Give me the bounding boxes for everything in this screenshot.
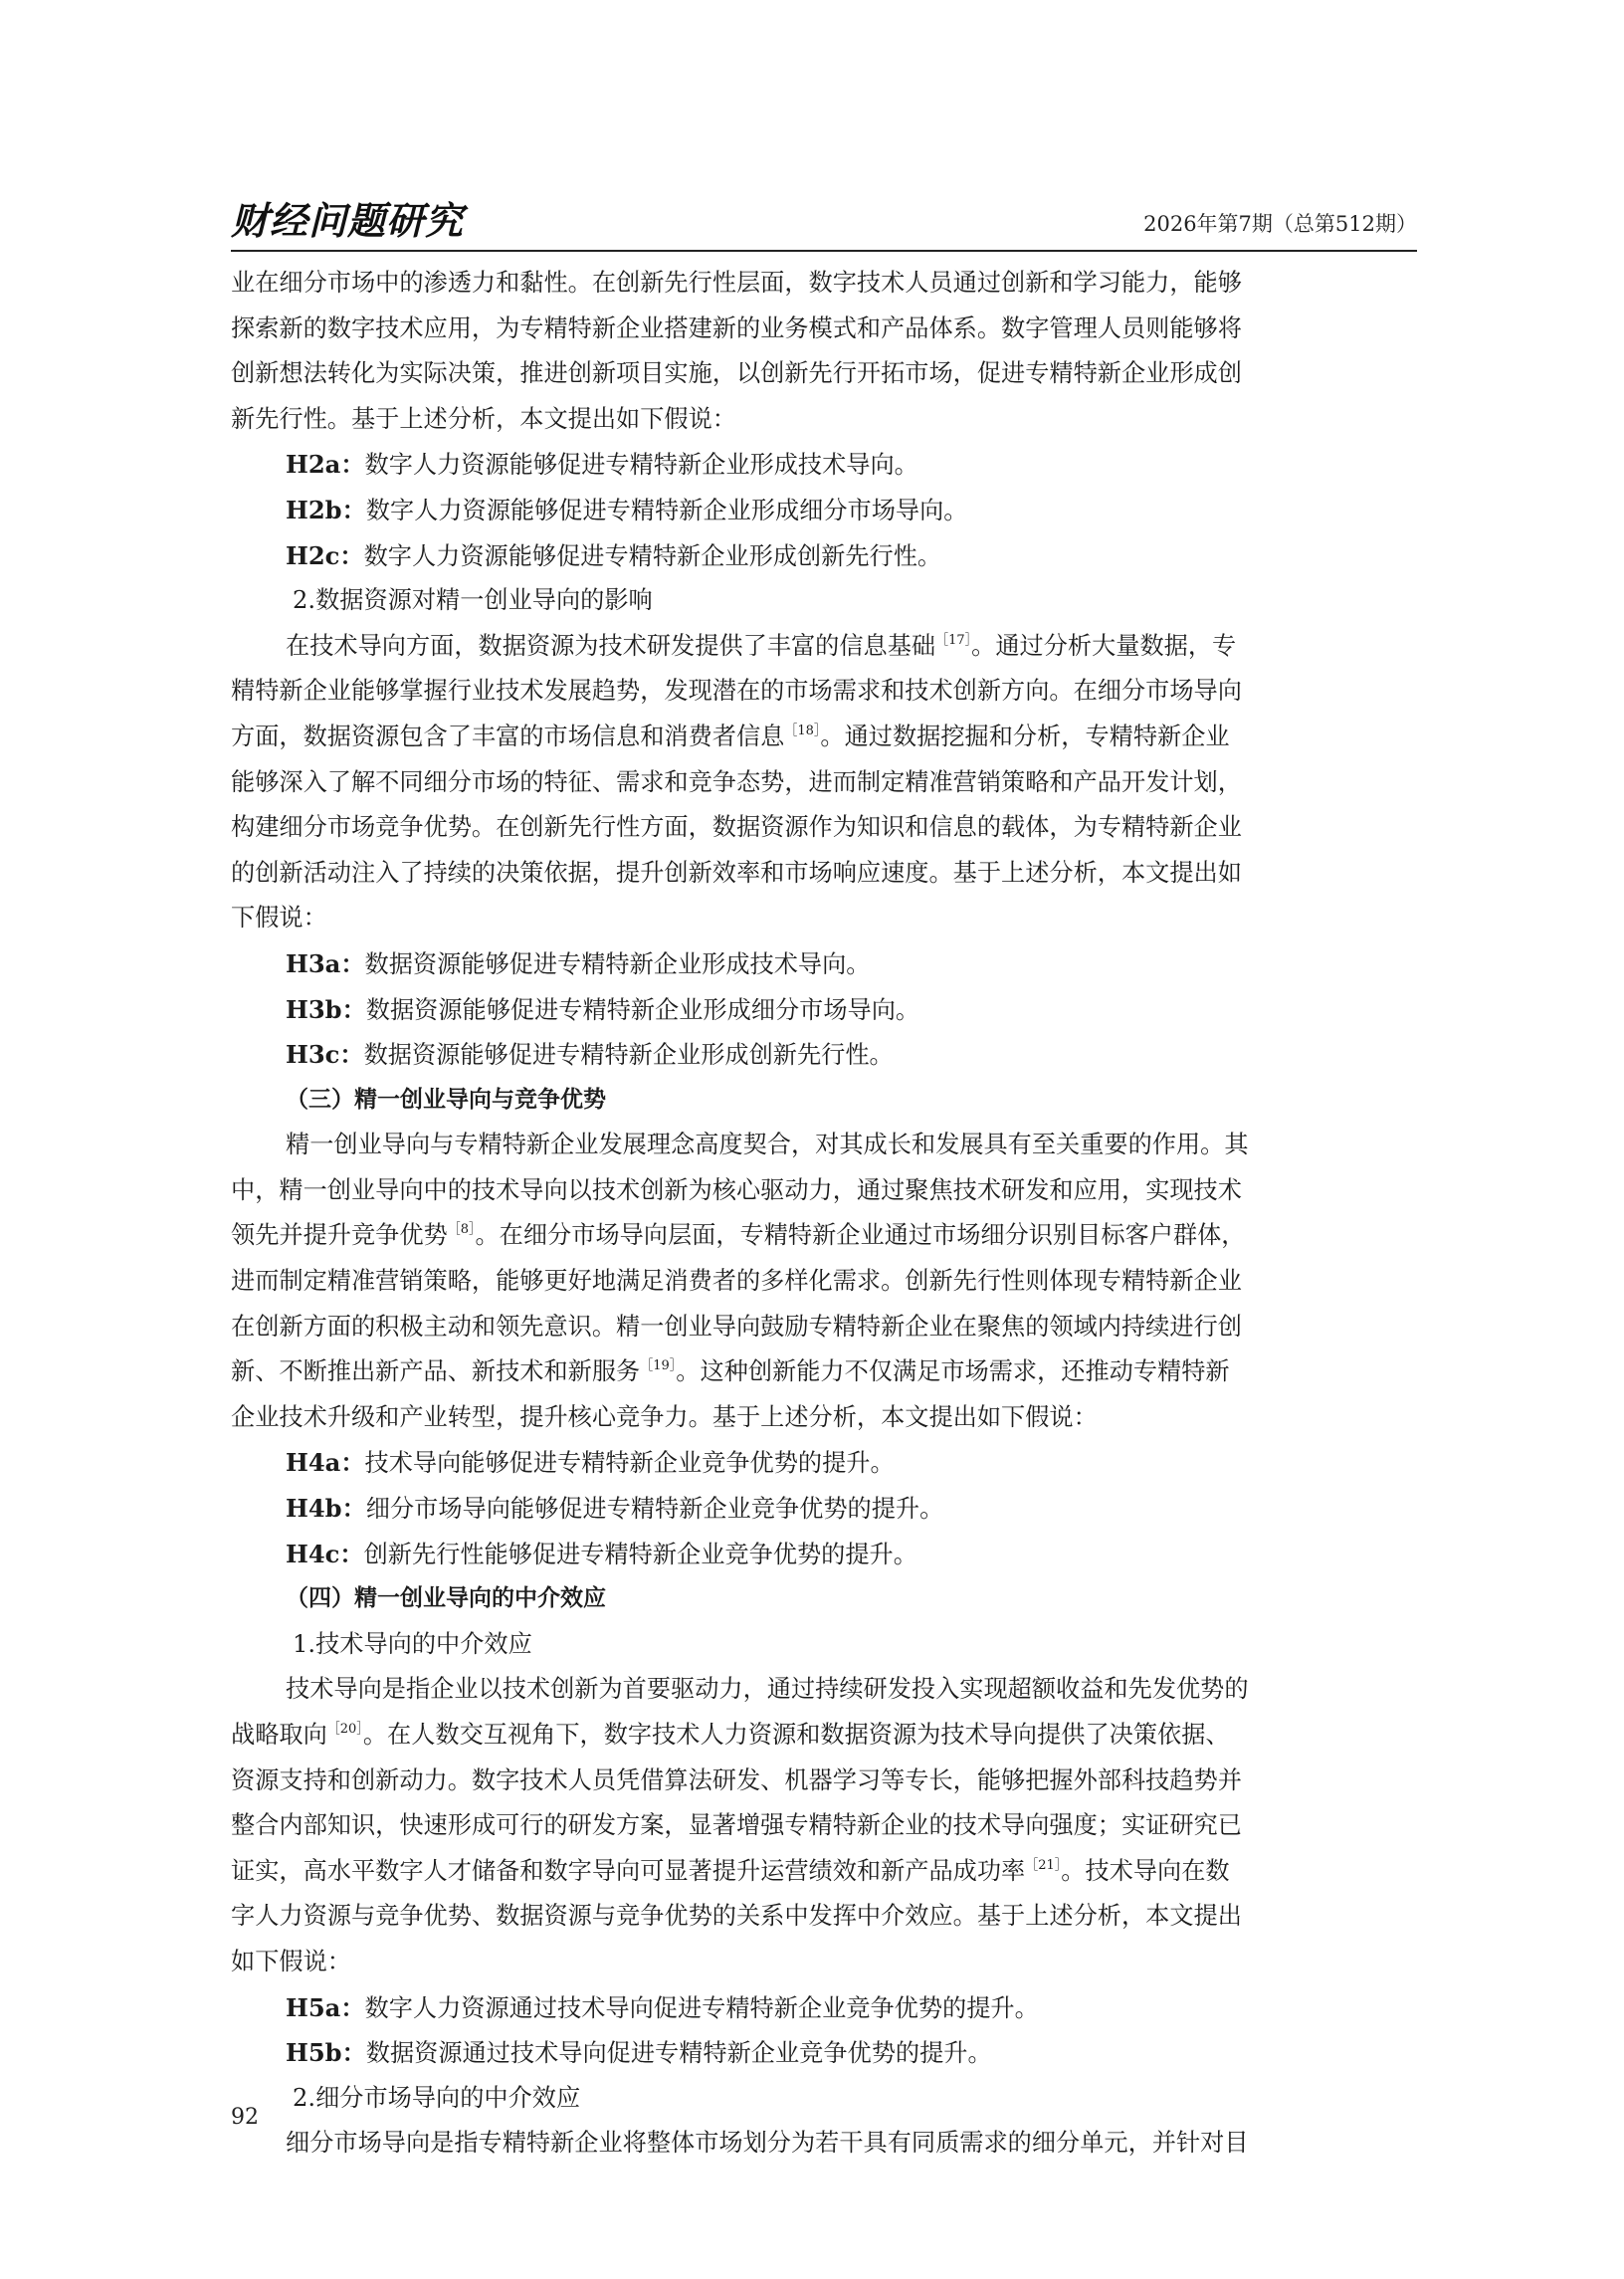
page-number: 92 [231, 2105, 259, 2130]
hypothesis-label: H2a： [286, 450, 365, 480]
text-line: 战略取向$^{[20]}$。在人数交互视角下，数字技术人力资源和数据资源为技术导向提供了决策依据、 [231, 1721, 1230, 1749]
citation-ref: ［18］ [784, 723, 821, 738]
text-line: 资源支持和创新动力。数字技术人员凭借算法研发、机器学习等专长，能够把握外部科技趋势并 [231, 1765, 1242, 1794]
text-line: 下假说： [231, 904, 327, 932]
text-line: 企业技术升级和产业转型，提升核心竞争力。基于上述分析，本文提出如下假说： [231, 1402, 1098, 1431]
text-line: 能够深入了解不同细分市场的特征、需求和竞争态势，进而制定精准营销策略和产品开发计划， [231, 767, 1242, 796]
section-heading: （四）精一创业导向的中介效应 [286, 1585, 606, 1612]
citation-ref: ［20］ [326, 1722, 363, 1737]
hypothesis-label: H3b： [286, 994, 366, 1024]
hypothesis-label: H2c： [286, 540, 364, 570]
text-line: 如下假说： [231, 1947, 351, 1975]
hypothesis-label: H3a： [286, 948, 365, 978]
hypothesis-line: H4a：技术导向能够促进专精特新企业竞争优势的提升。 [286, 1448, 895, 1478]
hypothesis-label: H3c： [286, 1040, 364, 1070]
header-rule [231, 250, 1417, 252]
text-line: 在技术导向方面，数据资源为技术研发提供了丰富的信息基础$^{[17]}$。通过分析大量数据，专 [286, 631, 1237, 660]
text-line: 技术导向是指企业以技术创新为首要驱动力，通过持续研发投入实现超额收益和先发优势的 [286, 1675, 1249, 1704]
hypothesis-line: H3b：数据资源能够促进专精特新企业形成细分市场导向。 [286, 994, 920, 1024]
hypothesis-line: H3a：数据资源能够促进专精特新企业形成技术导向。 [286, 948, 871, 978]
subsection-heading: 2.细分市场导向的中介效应 [293, 2083, 581, 2112]
text-line: 新、不断推出新产品、新技术和新服务$^{[19]}$。这种创新能力不仅满足市场需求，还推动专精特新 [231, 1357, 1230, 1386]
text-line: 新先行性。基于上述分析，本文提出如下假说： [231, 404, 736, 433]
hypothesis-line: H4b：细分市场导向能够促进专精特新企业竞争优势的提升。 [286, 1494, 944, 1524]
text-line: 的创新活动注入了持续的决策依据，提升创新效率和市场响应速度。基于上述分析，本文提出如 [231, 858, 1242, 887]
citation-ref: ［17］ [935, 632, 972, 648]
text-line: 创新想法转化为实际决策，推进创新项目实施，以创新先行开拓市场，促进专精特新企业形成创 [231, 359, 1242, 388]
text-line: 进而制定精准营销策略，能够更好地满足消费者的多样化需求。创新先行性则体现专精特新企业 [231, 1267, 1242, 1296]
issue-info: 2026年第7期（总第512期） [1143, 212, 1417, 236]
hypothesis-label: H2b： [286, 495, 366, 524]
citation-ref: ［19］ [640, 1358, 677, 1374]
text-line: 探索新的数字技术应用，为专精特新企业搭建新的业务模式和产品体系。数字管理人员则能够将 [231, 313, 1242, 342]
text-line: 精一创业导向与专精特新企业发展理念高度契合，对其成长和发展具有至关重要的作用。其 [286, 1131, 1249, 1159]
section-heading: （三）精一创业导向与竞争优势 [286, 1086, 606, 1113]
text-line: 整合内部知识，快速形成可行的研发方案，显著增强专精特新企业的技术导向强度；实证研究已 [231, 1811, 1242, 1840]
hypothesis-label: H4b： [286, 1494, 366, 1524]
article-body [231, 261, 1417, 2167]
hypothesis-line: H4c：创新先行性能够促进专精特新企业竞争优势的提升。 [286, 1539, 917, 1568]
text-line: 在创新方面的积极主动和领先意识。精一创业导向鼓励专精特新企业在聚焦的领域内持续进行创 [231, 1312, 1242, 1341]
text-line: 业在细分市场中的渗透力和黏性。在创新先行性层面，数字技术人员通过创新和学习能力，能够 [231, 269, 1242, 297]
page-header [231, 197, 1417, 245]
hypothesis-line: H5b：数据资源通过技术导向促进专精特新企业竞争优势的提升。 [286, 2038, 992, 2068]
hypothesis-label: H5a： [286, 1992, 365, 2022]
text-line: 方面，数据资源包含了丰富的市场信息和消费者信息$^{[18]}$。通过数据挖掘和分析，专精特新企业 [231, 722, 1230, 750]
hypothesis-label: H5b： [286, 2038, 366, 2068]
citation-ref: ［21］ [1025, 1857, 1062, 1873]
hypothesis-line: H2b：数字人力资源能够促进专精特新企业形成细分市场导向。 [286, 495, 968, 524]
text-line: 细分市场导向是指专精特新企业将整体市场划分为若干具有同质需求的细分单元，并针对目 [286, 2129, 1249, 2158]
text-line: 精特新企业能够掌握行业技术发展趋势，发现潜在的市场需求和技术创新方向。在细分市场导向 [231, 677, 1242, 706]
text-line: 字人力资源与竞争优势、数据资源与竞争优势的关系中发挥中介效应。基于上述分析，本文提出 [231, 1902, 1242, 1931]
text-line: 中，精一创业导向中的技术导向以技术创新为核心驱动力，通过聚焦技术研发和应用，实现技术 [231, 1175, 1242, 1204]
citation-ref: ［8］ [447, 1222, 476, 1238]
subsection-heading: 2.数据资源对精一创业导向的影响 [293, 586, 653, 615]
text-line: 构建细分市场竞争优势。在创新先行性方面，数据资源作为知识和信息的载体，为专精特新企业 [231, 813, 1242, 842]
hypothesis-label: H4a： [286, 1448, 365, 1478]
subsection-heading: 1.技术导向的中介效应 [293, 1629, 532, 1658]
hypothesis-line: H3c：数据资源能够促进专精特新企业形成创新先行性。 [286, 1040, 894, 1070]
hypothesis-label: H4c： [286, 1539, 364, 1568]
hypothesis-line: H5a：数字人力资源通过技术导向促进专精特新企业竞争优势的提升。 [286, 1992, 1039, 2022]
hypothesis-line: H2a：数字人力资源能够促进专精特新企业形成技术导向。 [286, 450, 918, 480]
text-line: 领先并提升竞争优势$^{[8]}$。在细分市场导向层面，专精特新企业通过市场细分识别目标客户群体， [231, 1221, 1246, 1250]
text-line: 证实，高水平数字人才储备和数字导向可显著提升运营绩效和新产品成功率$^{[21]}$。技术导向在数 [231, 1856, 1230, 1885]
journal-logo: 财经问题研究 [231, 198, 465, 243]
hypothesis-line: H2c：数字人力资源能够促进专精特新企业形成创新先行性。 [286, 540, 942, 570]
